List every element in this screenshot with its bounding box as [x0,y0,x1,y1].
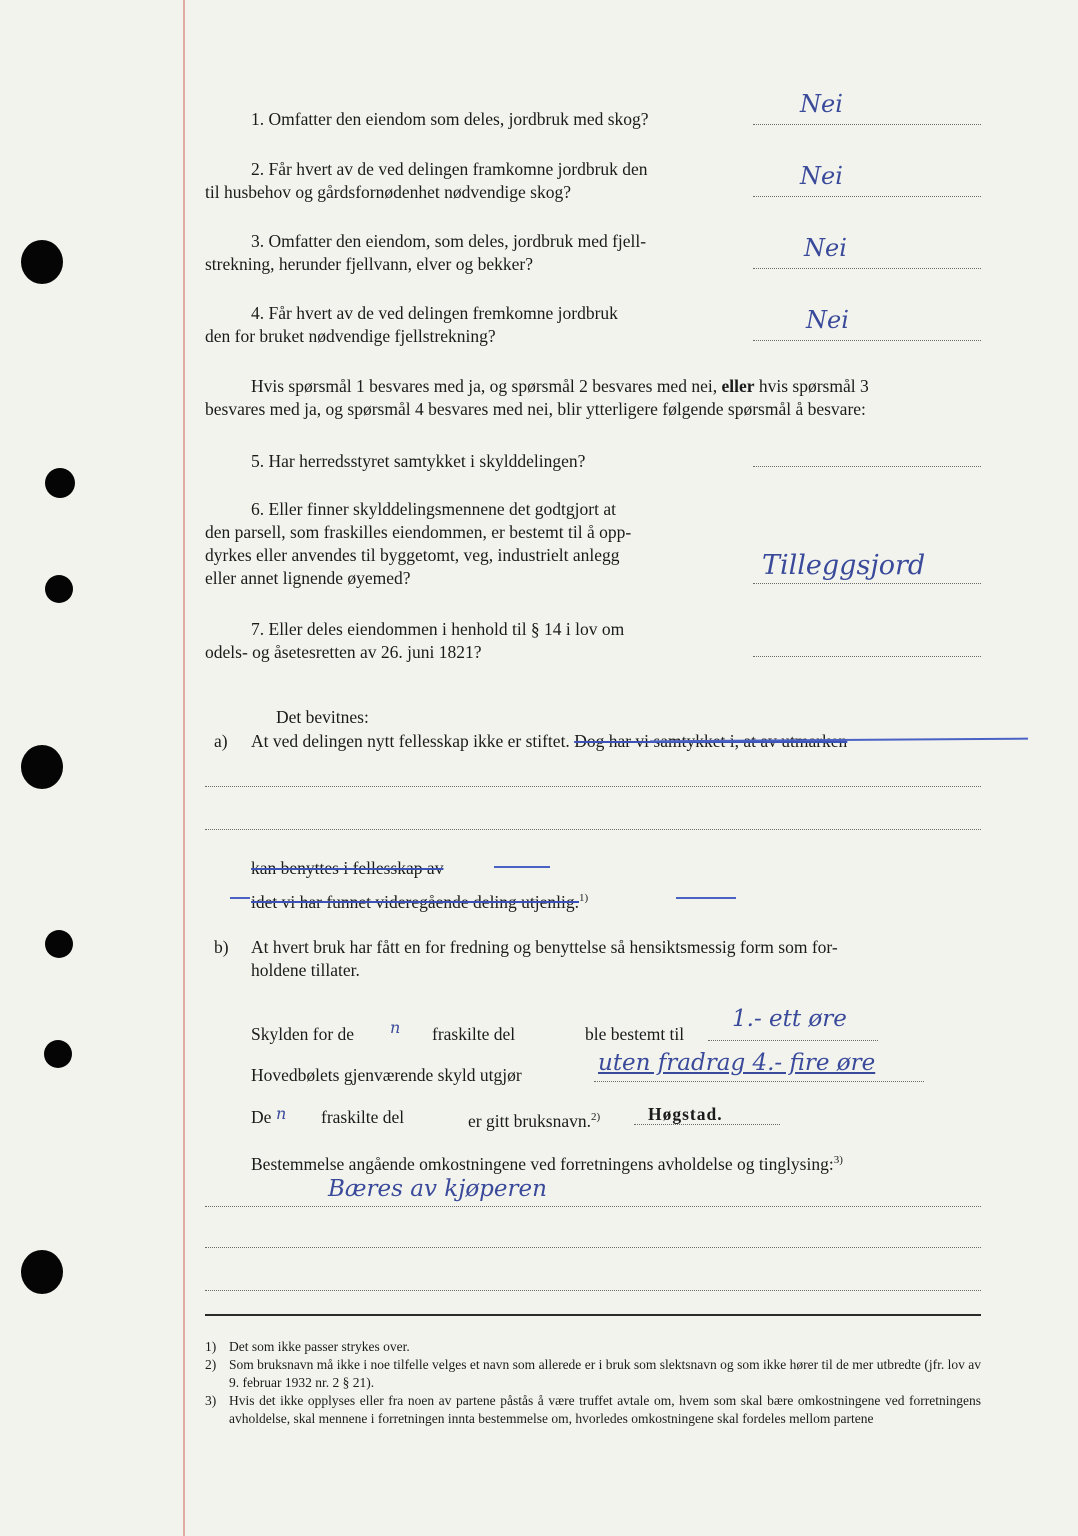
blank-line [205,1247,981,1248]
answer-4: Nei [806,306,849,334]
footnote-text: Som bruksnavn må ikke i noe tilfelle velges et navn som allerede er i bruk som slektsnavn og som ikke hører til de mer utbredte (jfr. lov av 9. februar 1932 nr. 2 § 21). [229,1357,981,1390]
binder-hole [21,745,63,789]
attest-a-label: a) [214,731,228,751]
condition-text: Hvis spørsmål 1 besvares med ja, og spørsmål 2 besvares med nei, [251,376,718,396]
answer-line [753,124,981,125]
attest-b-line: At hvert bruk har fått en for fredning og benyttelse så hensiktsmessig form som for- [251,937,838,957]
answer-1: Nei [800,90,843,118]
hoved-line [594,1081,924,1082]
binder-hole [45,468,75,498]
binder-hole [45,575,73,603]
hoved-value: uten fradrag 4.- fire øre [598,1050,876,1076]
footnote-ref: 2) [590,1111,601,1123]
den-mid: fraskilte del [321,1107,405,1127]
skylden-handwritten: n [390,1018,401,1037]
blank-line [205,829,981,830]
binder-hole [21,240,63,284]
skylden-mid: fraskilte del [432,1024,516,1044]
footnote [205,1356,981,1392]
question-line: eller annet lignende øyemed? [205,568,411,588]
attest-heading: Det bevitnes: [276,707,369,727]
footnote [205,1338,981,1356]
den-end [468,1106,600,1133]
answer-line [753,466,981,467]
question-line: den parsell, som fraskilles eiendommen, er bestemt til å opp- [205,522,632,542]
attest-b-text [251,936,981,982]
condition-text: besvares med ja, og spørsmål 4 besvares med nei, blir ytterligere følgende spørsmål å besvare: [205,399,866,419]
answer-line [753,268,981,269]
question-line: til husbehov og gårdsfornødenhet nødvendige skog? [205,182,571,202]
question-line: 6. Eller finner skylddelingsmennene det godtgjort at [251,499,616,519]
strike-stroke [230,897,250,899]
footnote-rule [205,1314,981,1316]
blank-line [205,1206,981,1207]
struck-line-3 [251,887,588,914]
question-6 [205,498,753,590]
den-prefix: De [251,1107,272,1127]
question-line: odels- og åsetesretten av 26. juni 1821? [205,642,482,662]
struck-line-2 [251,857,443,880]
footnote-text: Hvis det ikke opplyses eller fra noen av partene påstås å være truffet avtale om, hvem som skal bære omkostningene ved forretningens avholdelse, skal mennene i forretningen innta bestemmelse om, hvorledes omkostningene skal fordeles mellom partene [229,1393,981,1426]
question-line: 5. Har herredsstyret samtykket i skylddelingen? [251,451,586,471]
attest-a-statement: At ved delingen nytt fellesskap ikke er stiftet. [251,731,570,751]
question-line: dyrkes eller anvendes til byggetomt, veg, industrielt anlegg [205,545,620,565]
footnote-ref: 1) [579,892,589,904]
answer-line [753,340,981,341]
answer-3: Nei [804,234,847,262]
question-line: 4. Får hvert av de ved delingen fremkomne jordbruk [251,303,618,323]
strike-stroke [676,897,736,899]
footnotes [205,1338,981,1428]
struck-text: kan benyttes i fellesskap av [251,858,444,878]
bestemmelse-label [251,1149,843,1176]
blank-line [205,786,981,787]
footnote-ref: 3) [833,1154,843,1166]
skylden-line [708,1040,878,1041]
attest-b-label: b) [214,937,229,957]
answer-6: Tilleggsjord [762,550,926,581]
blank-line [205,1290,981,1291]
condition-text: hvis spørsmål 3 [758,376,869,396]
binder-hole [45,930,73,958]
footnote-mark: 3) [205,1393,217,1408]
den-handwritten: n [276,1104,287,1123]
question-line: strekning, herunder fjellvann, elver og bekker? [205,254,533,274]
struck-text: idet vi har funnet videregående deling utjenlig. [251,891,580,912]
attest-b-line: holdene tillater. [251,960,360,980]
condition-paragraph [205,375,981,421]
bestemmelse-text: Bestemmelse angående omkostningene ved forretningens avholdelse og tinglysing: [251,1153,834,1174]
footnote-mark: 2) [205,1357,217,1372]
footnote-text: Det som ikke passer strykes over. [229,1339,410,1354]
binder-hole [44,1040,72,1068]
answer-2: Nei [800,162,843,190]
question-line: den for bruket nødvendige fjellstrekning? [205,326,496,346]
margin-line [183,0,185,1536]
binder-hole [21,1250,63,1294]
footnote-mark: 1) [205,1339,217,1354]
question-line: 3. Omfatter den eiendom, som deles, jordbruk med fjell- [251,231,647,251]
bestemmelse-value: Bæres av kjøperen [328,1176,547,1202]
question-line: 2. Får hvert av de ved delingen framkomne jordbruk den [251,159,648,179]
question-line: 1. Omfatter den eiendom som deles, jordbruk med skog? [251,109,649,129]
skylden-prefix: Skylden for de [251,1024,355,1044]
skylden-end: ble bestemt til [585,1024,685,1044]
question-line: 7. Eller deles eiendommen i henhold til § 14 i lov om [251,619,625,639]
question-2 [205,158,753,204]
question-7 [205,618,753,664]
footnote [205,1392,981,1428]
bruksnavn-value: Høgstad. [648,1104,723,1124]
answer-line [753,656,981,657]
struck-text: Dog har vi samtykket i, at av utmarken [574,731,848,751]
hoved-label: Hovedbølets gjenværende skyld utgjør [251,1065,522,1085]
question-3 [205,230,753,276]
skylden-value: 1.- ett øre [732,1006,847,1032]
strike-stroke [494,866,550,868]
question-1 [205,108,753,131]
question-5 [205,450,753,473]
answer-line [753,583,981,584]
den-end-text: er gitt bruksnavn. [468,1110,591,1131]
answer-line [753,196,981,197]
question-4 [205,302,753,348]
condition-emphasis: eller [721,376,755,396]
